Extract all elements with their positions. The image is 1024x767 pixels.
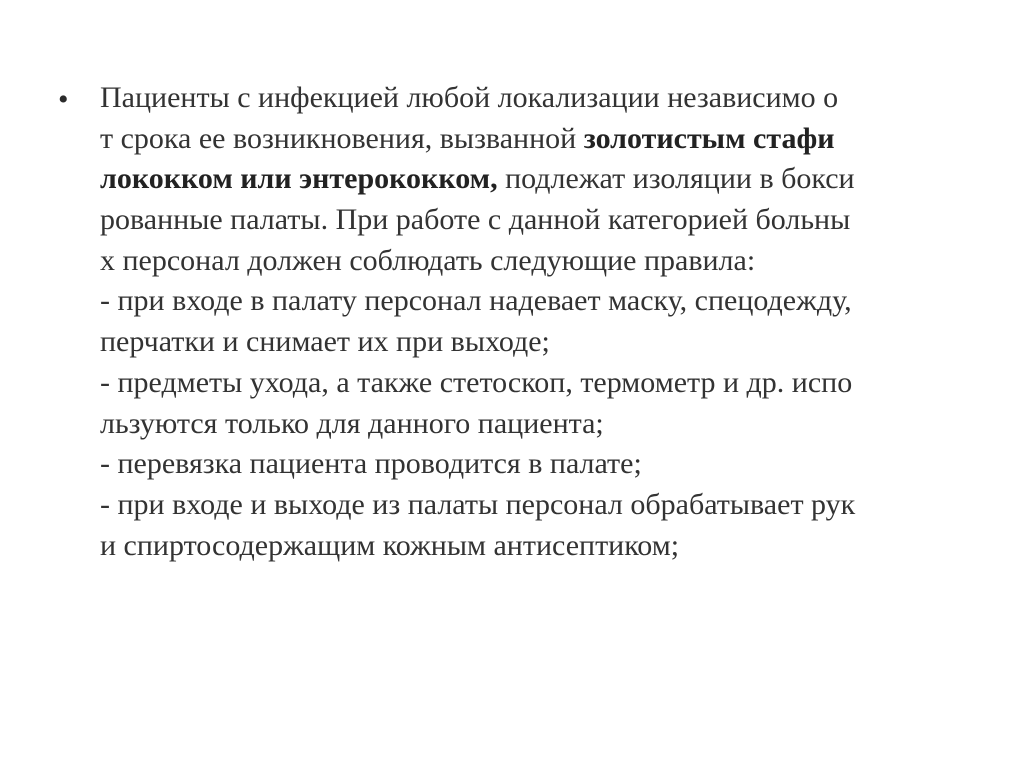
text-segment: - предметы ухода, а также стетоскоп, термометр и др. испо xyxy=(100,365,853,399)
text-line xyxy=(100,322,980,363)
text-segment: и спиртосодержащим кожным антисептиком; xyxy=(100,528,680,562)
text-segment: х персонал должен соблюдать следующие правила: xyxy=(100,243,756,277)
text-line xyxy=(100,363,980,404)
text-segment: - при входе в палату персонал надевает маску, спецодежду, xyxy=(100,284,852,318)
bold-text-segment: лококком или энтерококком, xyxy=(100,162,498,196)
bullet-text xyxy=(100,78,980,566)
text-segment: - перевязка пациента проводится в палате; xyxy=(100,447,642,481)
text-segment: Пациенты с инфекцией любой локализации независимо о xyxy=(100,81,839,114)
text-line xyxy=(100,485,980,526)
text-line xyxy=(100,526,980,567)
text-line xyxy=(100,281,980,322)
text-segment: - при входе и выходе из палаты персонал обрабатывает рук xyxy=(100,487,856,521)
text-segment: рованные палаты. При работе с данной категорией больны xyxy=(100,203,851,237)
text-line xyxy=(100,159,980,200)
text-line xyxy=(100,200,980,241)
bullet-marker: • xyxy=(58,83,69,116)
text-line xyxy=(100,119,980,160)
text-segment: т срока ее возникновения, вызванной xyxy=(100,121,584,155)
text-segment: льзуются только для данного пациента; xyxy=(100,406,604,440)
bold-text-segment: золотистым стафи xyxy=(583,121,835,155)
text-line xyxy=(100,444,980,485)
text-line xyxy=(100,404,980,445)
text-line xyxy=(100,78,980,119)
text-line xyxy=(100,241,980,282)
text-segment: подлежат изоляции в бокси xyxy=(497,162,855,196)
text-segment: перчатки и снимает их при выходе; xyxy=(100,325,550,359)
